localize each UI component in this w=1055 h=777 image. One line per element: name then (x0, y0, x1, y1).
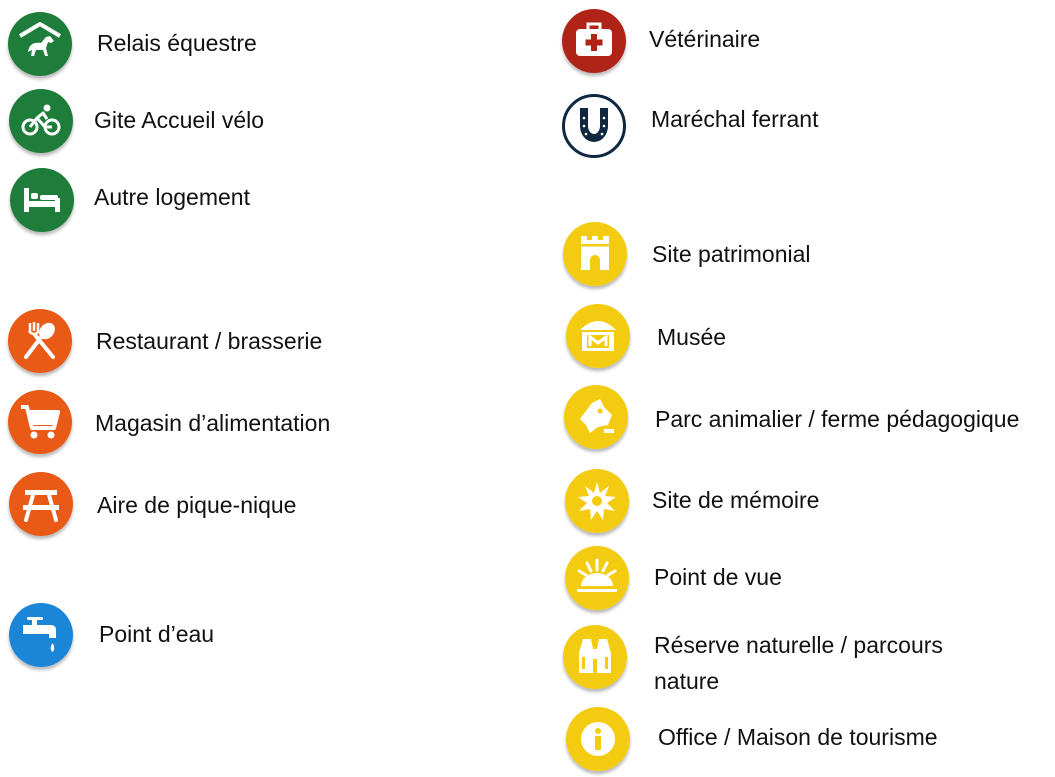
legend-label: Vétérinaire (649, 26, 761, 52)
legend-label: Musée (657, 324, 727, 350)
legend-label: Site de mémoire (652, 487, 820, 513)
castle-tower-icon (563, 222, 627, 286)
first-aid-kit-icon (562, 9, 626, 73)
animal-head-icon (564, 385, 628, 449)
info-icon (566, 707, 630, 771)
bed-icon (10, 168, 74, 232)
legend-label: Office / Maison de tourisme (658, 724, 938, 750)
bicycle-icon (9, 89, 73, 153)
memorial-star-icon (565, 469, 629, 533)
legend-label: Maréchal ferrant (651, 106, 819, 132)
legend-label: Gite Accueil vélo (94, 107, 265, 133)
water-tap-icon (9, 603, 73, 667)
legend-label: Restaurant / brasserie (96, 328, 323, 354)
cutlery-icon (8, 309, 72, 373)
legend-label: Parc animalier / ferme pédagogique (655, 406, 1020, 432)
binoculars-icon (563, 625, 627, 689)
legend-label: Site patrimonial (652, 241, 811, 267)
picnic-table-icon (9, 472, 73, 536)
legend-label: Autre logement (94, 184, 250, 210)
legend-label: Magasin d’alimentation (95, 410, 331, 436)
legend-label: Réserve naturelle / parcours nature (654, 632, 943, 694)
shopping-cart-icon (8, 390, 72, 454)
horse-icon (8, 12, 72, 76)
viewpoint-sunrise-icon (565, 546, 629, 610)
legend-label: Aire de pique-nique (97, 492, 297, 518)
museum-icon (566, 304, 630, 368)
legend-label: Point de vue (654, 564, 782, 590)
legend-label: Relais équestre (97, 30, 257, 56)
legend-label: Point d’eau (99, 621, 215, 647)
horseshoe-icon (562, 94, 626, 158)
